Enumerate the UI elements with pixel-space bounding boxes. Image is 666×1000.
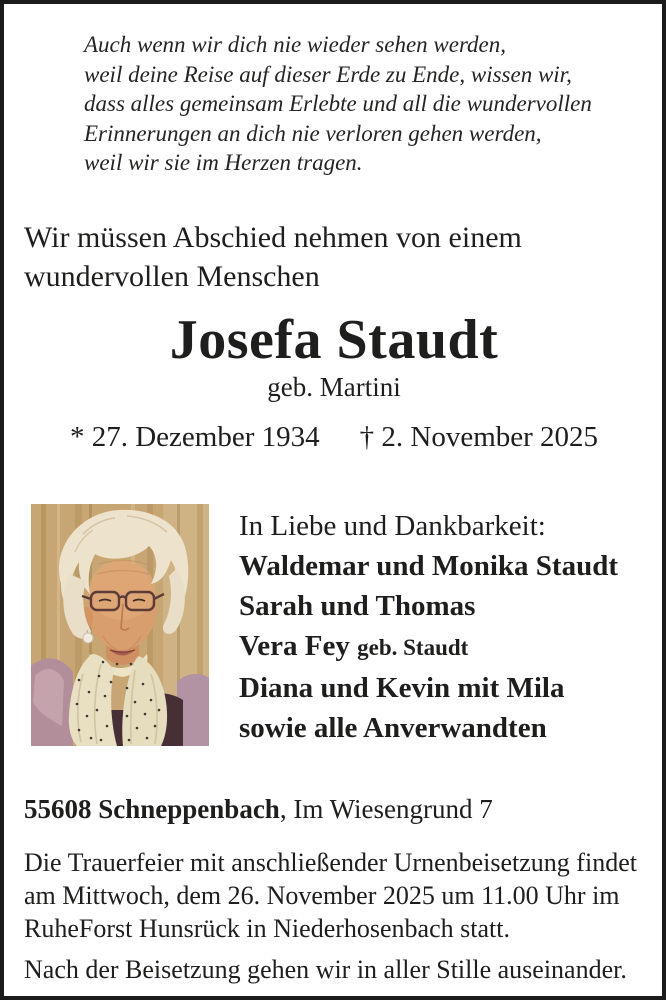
verse-line: weil wir sie im Herzen tragen. xyxy=(84,150,363,176)
mourner-line: sowie alle Anverwandten xyxy=(239,711,547,744)
mourner-name: Vera Fey xyxy=(239,629,358,662)
verse-line: Auch wenn wir dich nie wieder sehen werden, xyxy=(84,32,507,57)
funeral-info xyxy=(24,846,644,945)
farewell-intro xyxy=(24,218,644,296)
address-city: 55608 Schneppenbach xyxy=(24,793,280,824)
life-dates xyxy=(24,418,644,456)
address-line xyxy=(24,792,644,826)
opening-verse xyxy=(84,30,644,178)
closing-line: Nach der Beisetzung gehen wir in aller Stille auseinander. xyxy=(24,954,627,984)
death-date: † 2. November 2025 xyxy=(359,420,599,453)
mourner-line: Sarah und Thomas xyxy=(239,589,476,622)
photo-and-mourners xyxy=(31,504,644,748)
maiden-name: geb. Martini xyxy=(267,371,401,402)
condolence-heading: In Liebe und Dankbarkeit: xyxy=(239,509,546,542)
deceased-name: Josefa Staudt xyxy=(169,308,499,371)
funeral-line: Die Trauerfeier mit anschließender Urnenbeisetzung findet xyxy=(24,847,637,877)
verse-line: dass alles gemeinsam Erlebte und all die wundervollen xyxy=(84,91,592,117)
mourner-line xyxy=(239,626,618,668)
birth-date: * 27. Dezember 1934 xyxy=(69,420,320,453)
funeral-line: am Mittwoch, dem 26. November 2025 um 11.00 Uhr im xyxy=(24,880,620,910)
mourner-maiden-name: geb. Staudt xyxy=(357,634,469,660)
mourners-block xyxy=(239,504,618,748)
portrait-photo xyxy=(31,504,209,746)
intro-line: wundervollen Menschen xyxy=(24,259,320,293)
address-street: , Im Wiesengrund 7 xyxy=(279,793,493,824)
mourner-line: Waldemar und Monika Staudt xyxy=(239,549,618,582)
intro-line: Wir müssen Abschied nehmen von einem xyxy=(24,220,522,254)
verse-line: Erinnerungen an dich nie verloren gehen werden, xyxy=(84,120,542,146)
mourner-line: Diana und Kevin mit Mila xyxy=(239,671,565,704)
funeral-line: RuheForst Hunsrück in Niederhosenbach statt. xyxy=(24,913,510,943)
verse-line: weil deine Reise auf dieser Erde zu Ende, wissen wir, xyxy=(84,61,572,87)
